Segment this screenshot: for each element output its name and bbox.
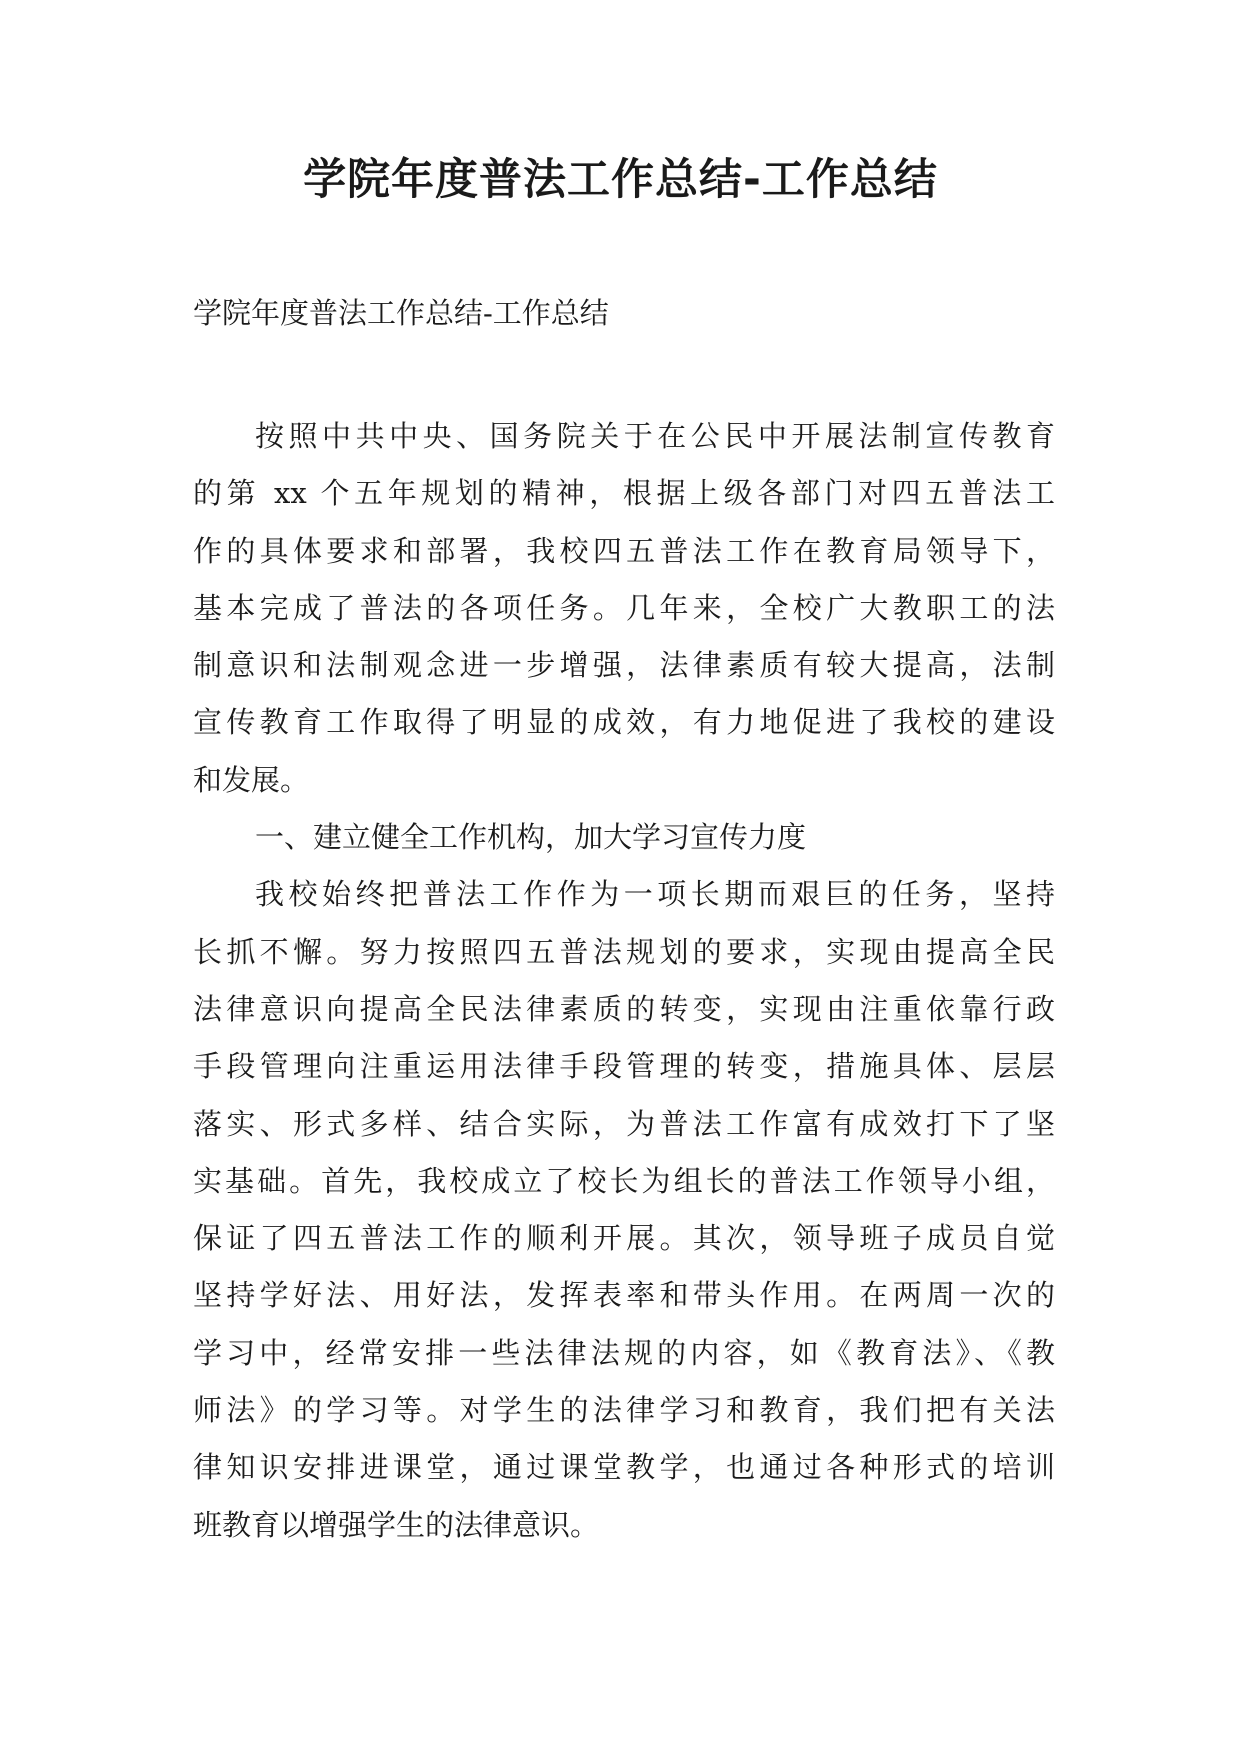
text-line: 我校始终把普法工作作为一项长期而艰巨的任务，坚持 bbox=[255, 877, 1055, 912]
text-line: 坚持学好法、用好法，发挥表率和带头作用。在两周一次的 bbox=[193, 1278, 1055, 1313]
text-line: 班教育以增强学生的法律意识。 bbox=[193, 1507, 600, 1542]
text-line: 手段管理向注重运用法律手段管理的转变，措施具体、层层 bbox=[193, 1049, 1055, 1084]
text-line: 师法》的学习等。对学生的法律学习和教育，我们把有关法 bbox=[193, 1393, 1055, 1428]
document-subtitle: 学院年度普法工作总结-工作总结 bbox=[193, 296, 609, 330]
text-line: 作的具体要求和部署，我校四五普法工作在教育局领导下， bbox=[193, 533, 1055, 568]
text-line: 法律意识向提高全民法律素质的转变，实现由注重依靠行政 bbox=[193, 991, 1055, 1026]
text-line: 实基础。首先，我校成立了校长为组长的普法工作领导小组， bbox=[193, 1163, 1055, 1198]
text-line: 保证了四五普法工作的顺利开展。其次，领导班子成员自觉 bbox=[193, 1221, 1055, 1256]
document-body bbox=[193, 408, 1055, 1554]
text-line: 学习中，经常安排一些法律法规的内容，如《教育法》、《教 bbox=[193, 1335, 1055, 1370]
text-line: 长抓不懈。努力按照四五普法规划的要求，实现由提高全民 bbox=[193, 934, 1055, 969]
document-title: 学院年度普法工作总结-工作总结 bbox=[303, 155, 938, 205]
text-line: 基本完成了普法的各项任务。几年来，全校广大教职工的法 bbox=[193, 590, 1055, 625]
text-line: 按照中共中央、国务院关于在公民中开展法制宣传教育 bbox=[255, 419, 1055, 453]
text-line: 和发展。 bbox=[193, 762, 310, 797]
text-line: 制意识和法制观念进一步增强，法律素质有较大提高，法制 bbox=[193, 648, 1055, 683]
text-line: 落实、形式多样、结合实际，为普法工作富有成效打下了坚 bbox=[193, 1106, 1055, 1141]
text-line: 律知识安排进课堂，通过课堂教学，也通过各种形式的培训 bbox=[193, 1450, 1055, 1485]
text-line: 宣传教育工作取得了明显的成效，有力地促进了我校的建设 bbox=[193, 705, 1055, 740]
section-heading: 一、建立健全工作机构，加大学习宣传力度 bbox=[255, 820, 807, 855]
text-line: 的第 xx 个五年规划的精神，根据上级各部门对四五普法工 bbox=[193, 476, 1055, 511]
